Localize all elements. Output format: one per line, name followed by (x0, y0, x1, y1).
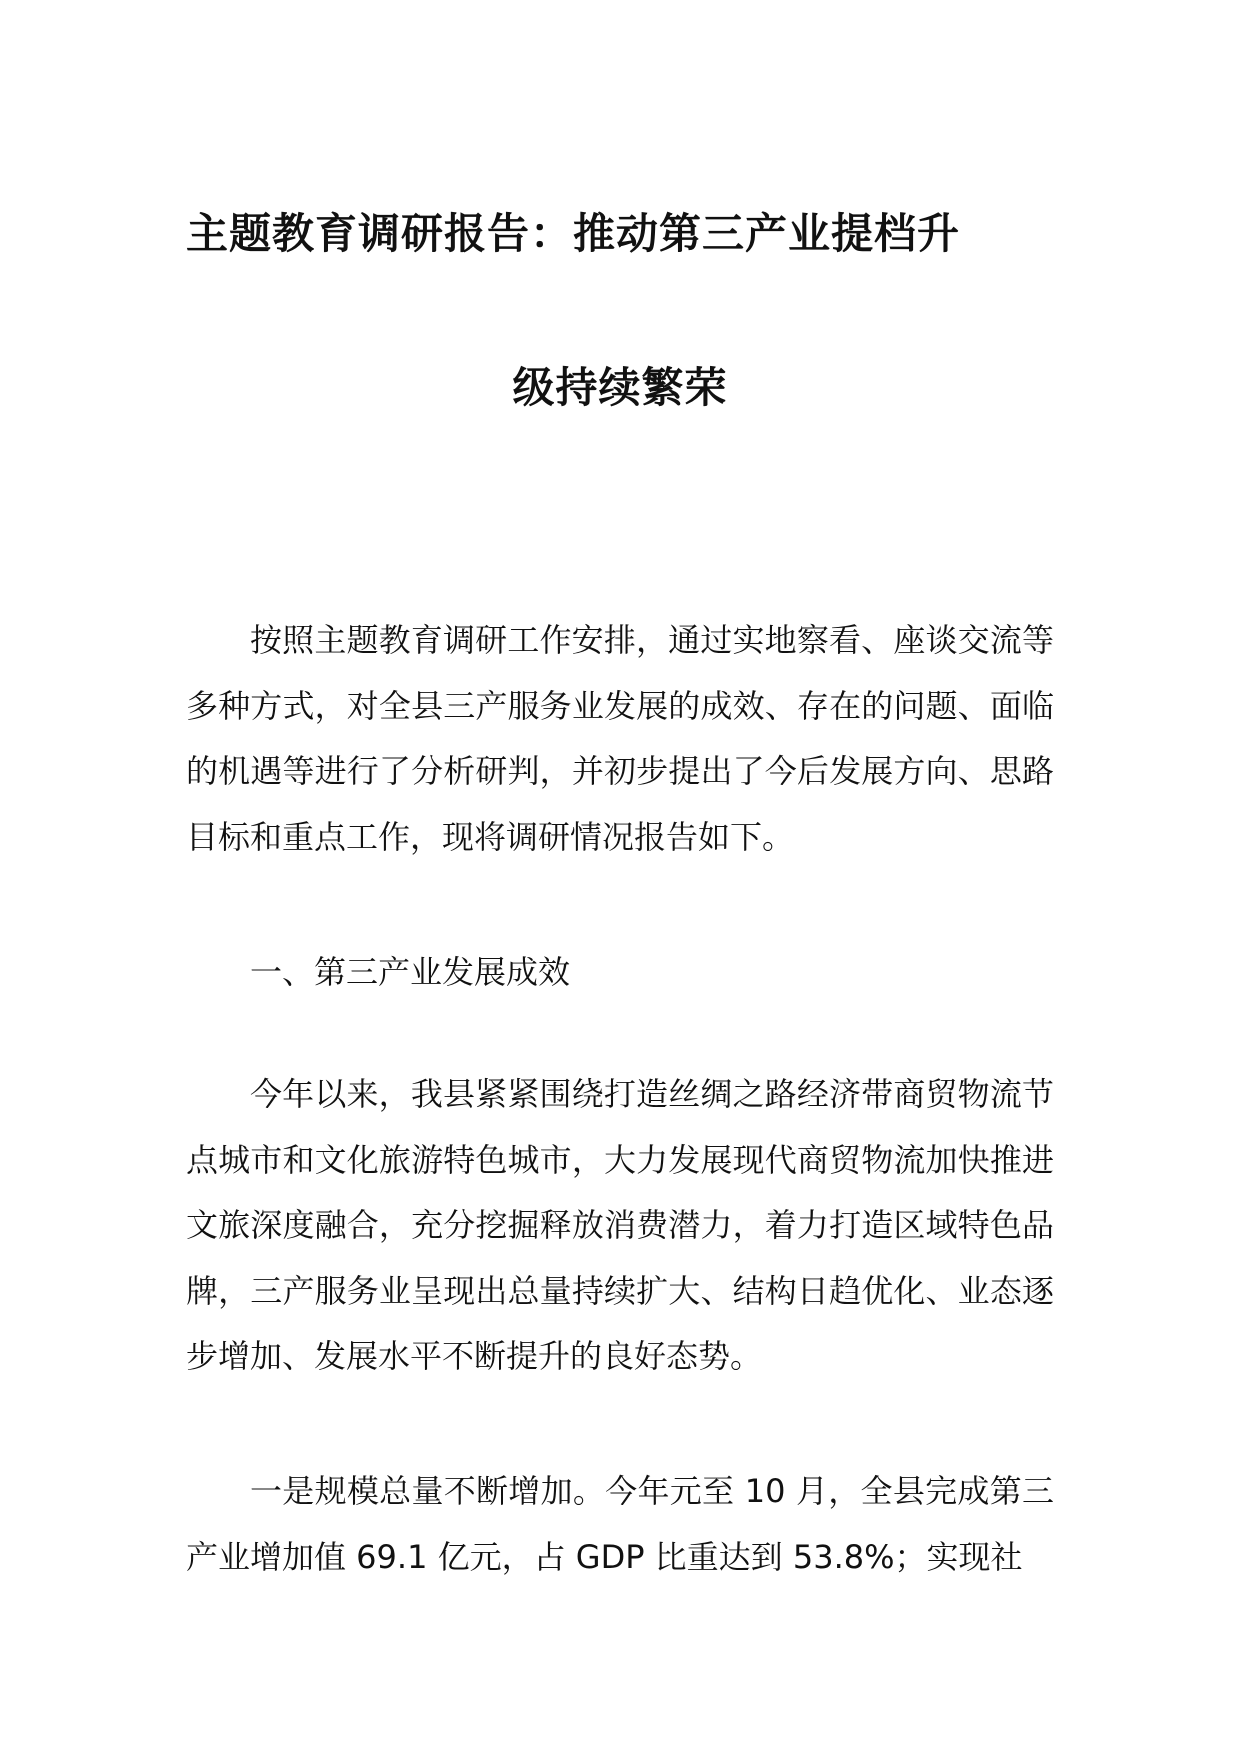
section-paragraph: 今年以来，我县紧紧围绕打造丝绸之路经济带商贸物流节点城市和文化旅游特色城市，大力发展现代商贸物流加快推进文旅深度融合，充分挖掘释放消费潜力，着力打造区域特色品牌，三产服务业呈现出总量持续扩大、结构日趋优化、业态逐步增加、发展水平不断提升的良好态势。 (186, 1075, 1054, 1375)
document-title-line-2: 级持续繁荣 (512, 363, 728, 412)
intro-paragraph: 按照主题教育调研工作安排，通过实地察看、座谈交流等多种方式，对全县三产服务业发展的成效、存在的问题、面临的机遇等进行了分析研判，并初步提出了今后发展方向、思路目标和重点工作，现将调研情况报告如下。 (186, 621, 1054, 856)
section-heading: 一、第三产业发展成效 (250, 953, 571, 991)
point-paragraph: 一是规模总量不断增加。今年元至 10 月，全县完成第三产业增加值 69.1 亿元，占 GDP 比重达到 53.8%；实现社 (186, 1472, 1054, 1576)
document-title-line-1: 主题教育调研报告：推动第三产业提档升 (186, 209, 961, 258)
